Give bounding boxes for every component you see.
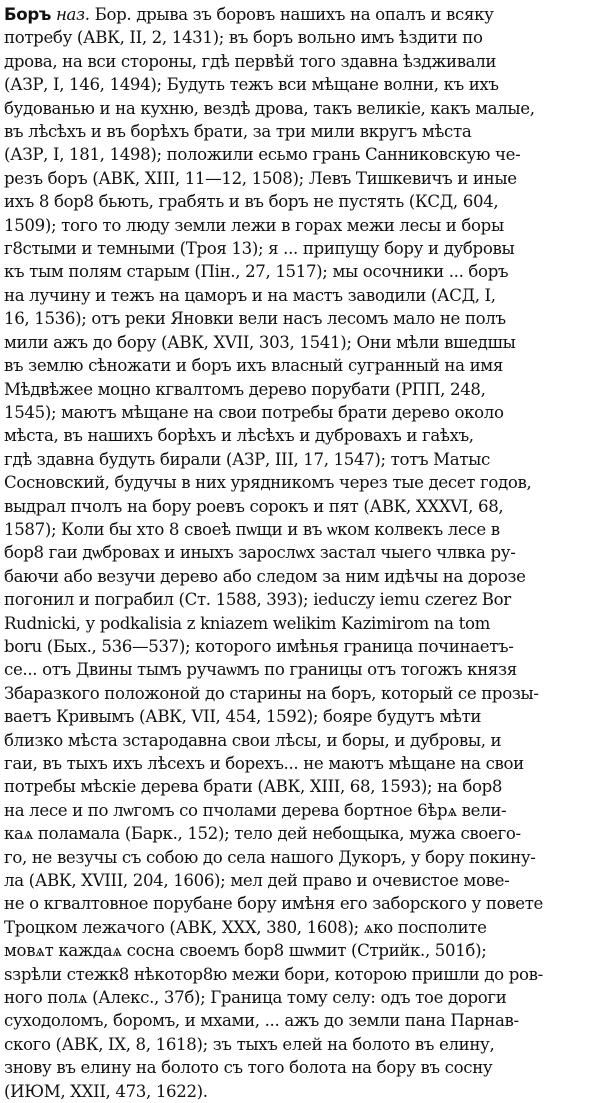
text-line: 1509); того то люду земли лежи в горах межи лесы и боры <box>4 215 504 235</box>
text-line: въ лѣсѣхъ и въ борѣхъ брати, за три мили вкругъ мѣста <box>4 122 472 142</box>
text-line: (АЗР, I, 181, 1498); положили есьмо грань Санниковскую че- <box>4 145 521 165</box>
text-line: погонил и пограбил (Ст. 1588, 393); ieduczy iemu czerez Bor <box>4 590 511 610</box>
text-line: гдѣ здавна будуть бирали (АЗР, III, 17, 1547); тотъ Матыс <box>4 449 490 469</box>
text-line: знову въ елину на болото съ того болота на бору въ сосну <box>4 1058 493 1078</box>
text-line: потребу (АВК, II, 2, 1431); въ боръ вольно имъ ѣздити по <box>4 28 483 48</box>
headword: Боръ <box>4 5 51 24</box>
text-line: бор8 гаи дѡбровах и иныхъ зарослѡх застал чыего члвка ру- <box>4 543 516 563</box>
text-line: Сосновский, будучы в них урядникомъ через тые десет годов, <box>4 473 532 493</box>
text-line: ла (АВК, XVIII, 204, 1606); мел дей право и очевистое мове- <box>4 871 510 891</box>
text-line: 1587); Коли бы хто 8 своеѣ пѡщи и въ ѡком колвекъ лесе в <box>4 519 500 539</box>
text-line: 16, 1536); отъ реки Яновки вели насъ лесомъ мало не полъ <box>4 309 506 329</box>
text-line: Rudnicki, у podkalisia z kniazem welikim Kazimirom na tom <box>4 613 490 633</box>
text-line: на лесе и по лѡгомъ со пчолами дерева бортное 6ѣрѧ вели- <box>4 800 507 820</box>
text-line: баючи або везучи дерево або следом за ним идѣчы на дорозе <box>4 566 526 586</box>
part-of-speech: наз. <box>55 5 90 24</box>
text-line: въ землю сѣножати и боръ ихъ власный сугранный на имя <box>4 356 503 376</box>
text-line: г8стыми и темными (Троя 13); я ... припущу бору и дубровы <box>4 239 515 259</box>
text-line: на лучину и тежъ на цаморъ и на мастъ заводили (АСД, I, <box>4 285 496 305</box>
text-line <box>0 3 601 26</box>
text-line: близко мѣста зстародавна свои лѣсы, и боры, и дубровы, и <box>4 730 502 750</box>
text-line: (АЗР, I, 146, 1494); Будуть тежъ вси мѣщане волни, къ ихъ <box>4 75 499 95</box>
text-line: потребы мѣскіе дерева брати (АВК, XIII, 68, 1593); на бор8 <box>4 777 503 797</box>
text-line: не о кгвалтовное порубане бору имѣня его заборского у повете <box>4 894 543 914</box>
text-line: ского (АВК, IX, 8, 1618); зъ тыхъ елей на болото въ елину, <box>4 1034 495 1054</box>
text-line: boru (Бых., 536—537); которого имѣнья граница починаетъ- <box>4 636 514 656</box>
text-line: мили ажъ до бору (АВК, XVII, 303, 1541); Они мѣли вшедшы <box>4 332 516 352</box>
text-line: гаи, въ тыхъ ихъ лѣсехъ и борехъ... не маютъ мѣщане на свои <box>4 754 524 773</box>
text-line: суходоломъ, боромъ, и мхами, ... ажъ до земли пана Парнав- <box>4 1011 519 1031</box>
text-line: 1545); маютъ мѣщане на свои потребы брати дерево около <box>4 402 504 422</box>
text-line: Троцком лежачого (АВК, XXX, 380, 1608); ѧко посполите <box>4 917 487 937</box>
text-line: выдрал пчолъ на бору роевъ сорокъ и пят (АВК, XXXVI, 68, <box>4 496 504 516</box>
text-line: ихъ 8 бор8 бьють, грабять и въ боръ не пустять (КСД, 604, <box>4 192 499 212</box>
text-line: Збаразкого положоной до старины на боръ, который се прозы- <box>4 683 539 703</box>
text-line: дрова, на вси стороны, гдѣ первѣй того здавна ѣздживали <box>4 51 497 71</box>
line-text: Бор. дрыва зъ боровъ нашихъ на опалъ и всяку <box>89 5 494 24</box>
text-line: будованью и на кухню, вездѣ дрова, такъ великіе, какъ малые, <box>4 98 535 118</box>
text-line: ваетъ Кривымъ (АВК, VII, 454, 1592); бояре будутъ мѣти <box>4 707 482 727</box>
text-line: го, не везучы съ собою до села нашого Дукоръ, у бору покину- <box>4 847 536 867</box>
text-line: (ИЮМ, XXII, 473, 1622). <box>4 1081 208 1101</box>
text-line: Мѣдвѣжее моцно кгвалтомъ дерево порубати (РПП, 248, <box>4 379 486 399</box>
text-line: ного полѧ (Алекс., 37б); Граница тому селу: одъ тое дороги <box>4 988 507 1008</box>
text-line: къ тым полям старым (Пін., 27, 1517); мы осочники ... боръ <box>4 262 509 282</box>
text-line: мѣста, въ нашихъ борѣхъ и лѣсѣхъ и дубровахъ и гаѣхъ, <box>4 426 474 446</box>
text-line: резъ боръ (АВК, XIII, 11—12, 1508); Левъ Тишкевичъ и иные <box>4 168 517 188</box>
text-line: каѧ поламала (Барк., 152); тело дей небощыка, мужа своего- <box>4 824 521 844</box>
text-line: мовѧт каждаѧ сосна своемъ бор8 шѡмит (Стрийк., 501б); <box>4 941 487 961</box>
text-line: ѕзрѣли стежк8 нѣкотор8ю межи бори, которою пришли до ров- <box>4 964 543 984</box>
text-line: се... отъ Двины тымъ ручаѡмъ по границы отъ тогожъ князя <box>4 660 517 680</box>
